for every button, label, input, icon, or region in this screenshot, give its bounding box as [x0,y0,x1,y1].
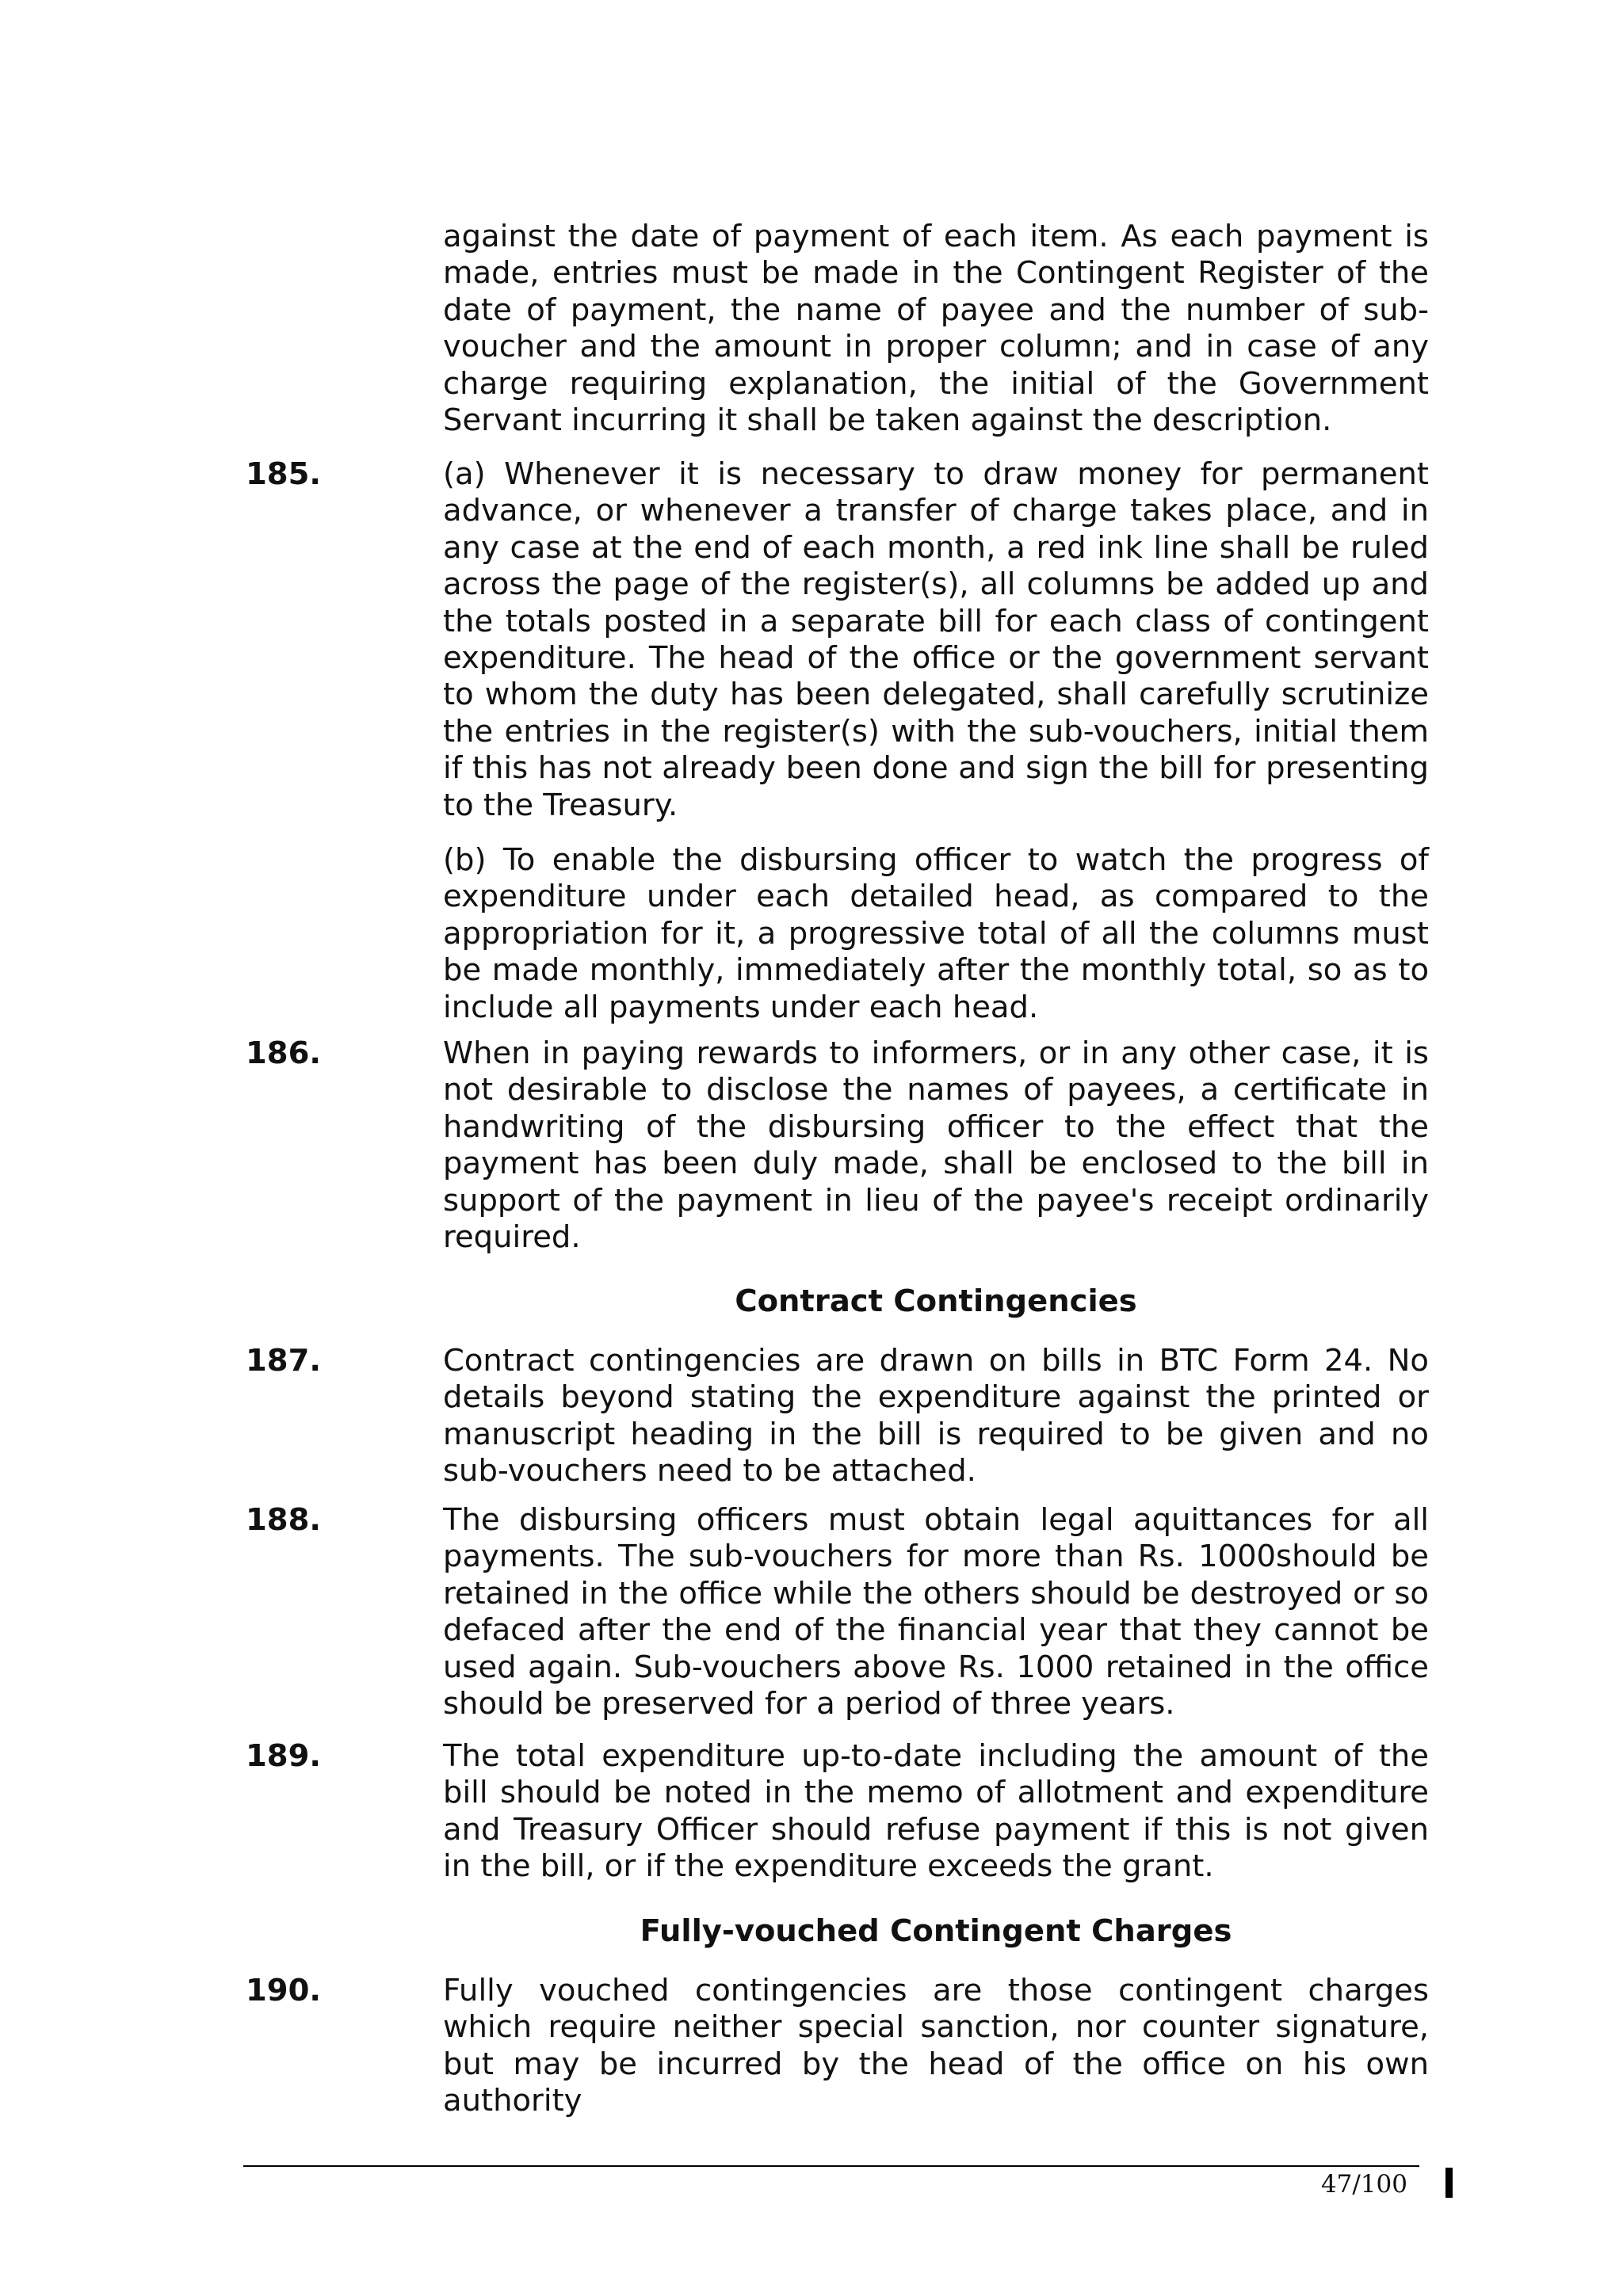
section-186-paragraph: When in paying rewards to informers, or in any other case, it is not desirable to disclose the names of payees, a certificate in handwriting of the disbursing officer to the effect that the payment has been duly made, shall be enclosed to the bill in support of the payment in lieu of the payee's receipt ordinarily required. [443,1035,1429,1256]
section-number-190: 190. [246,1973,321,2008]
page-number: 47/100 [1320,2170,1407,2199]
section-187-body [443,1343,1429,1490]
section-185-body [443,456,1429,824]
section-189-body [443,1738,1429,1886]
section-number-189: 189. [246,1738,321,1774]
section-190-body [443,1973,1429,2120]
section-number-185: 185. [246,456,321,492]
footer-bar-mark [1445,2168,1453,2198]
continuation-paragraph: against the date of payment of each item. As each payment is made, entries must be made in the Contingent Register of the date of payment, the name of payee and the number of sub-voucher and the amount in proper column; and in case of any charge requiring explanation, the initial of the Government Servant incurring it shall be taken against the description. [443,219,1429,439]
section-185-paragraph-a: (a) Whenever it is necessary to draw money for permanent advance, or whenever a transfer of charge takes place, and in any case at the end of each month, a red ink line shall be ruled across the page of the register(s), all columns be added up and the totals posted in a separate bill for each class of contingent expenditure. The head of the office or the government servant to whom the duty has been delegated, shall carefully scrutinize the entries in the register(s) with the sub-vouchers, initial them if this has not already been done and sign the bill for presenting to the Treasury. [443,456,1429,823]
section-186-body [443,1035,1429,1256]
section-187-paragraph: Contract contingencies are drawn on bills in BTC Form 24. No details beyond stating the expenditure against the printed or manuscript heading in the bill is required to be given and no sub-vouchers need to be attached. [443,1343,1429,1489]
section-188-body [443,1502,1429,1722]
section-185-body-b [443,842,1429,1026]
footer-rule [243,2165,1419,2167]
section-number-186: 186. [246,1035,321,1071]
section-189-paragraph: The total expenditure up-to-date including the amount of the bill should be noted in the memo of allotment and expenditure and Treasury Officer should refuse payment if this is not given in the bill, or if the expenditure exceeds the grant. [443,1738,1429,1885]
section-number-187: 187. [246,1343,321,1379]
section-number-188: 188. [246,1502,321,1538]
section-190-paragraph: Fully vouched contingencies are those contingent charges which require neither special sanction, nor counter signature, but may be incurred by the head of the office on his own authority [443,1973,1429,2119]
continuation-block [443,219,1429,439]
heading-contract-contingencies: Contract Contingencies [735,1283,1137,1319]
heading-fully-vouched-contingent-charges: Fully-vouched Contingent Charges [640,1913,1232,1949]
section-185-paragraph-b: (b) To enable the disbursing officer to watch the progress of expenditure under each detailed head, as compared to the appropriation for it, a progressive total of all the columns must be made monthly, immediately after the monthly total, so as to include all payments under each head. [443,842,1429,1025]
section-188-paragraph: The disbursing officers must obtain legal aquittances for all payments. The sub-vouchers for more than Rs. 1000should be retained in the office while the others should be destroyed or so defaced after the end of the financial year that they cannot be used again. Sub-vouchers above Rs. 1000 retained in the office should be preserved for a period of three years. [443,1502,1429,1722]
